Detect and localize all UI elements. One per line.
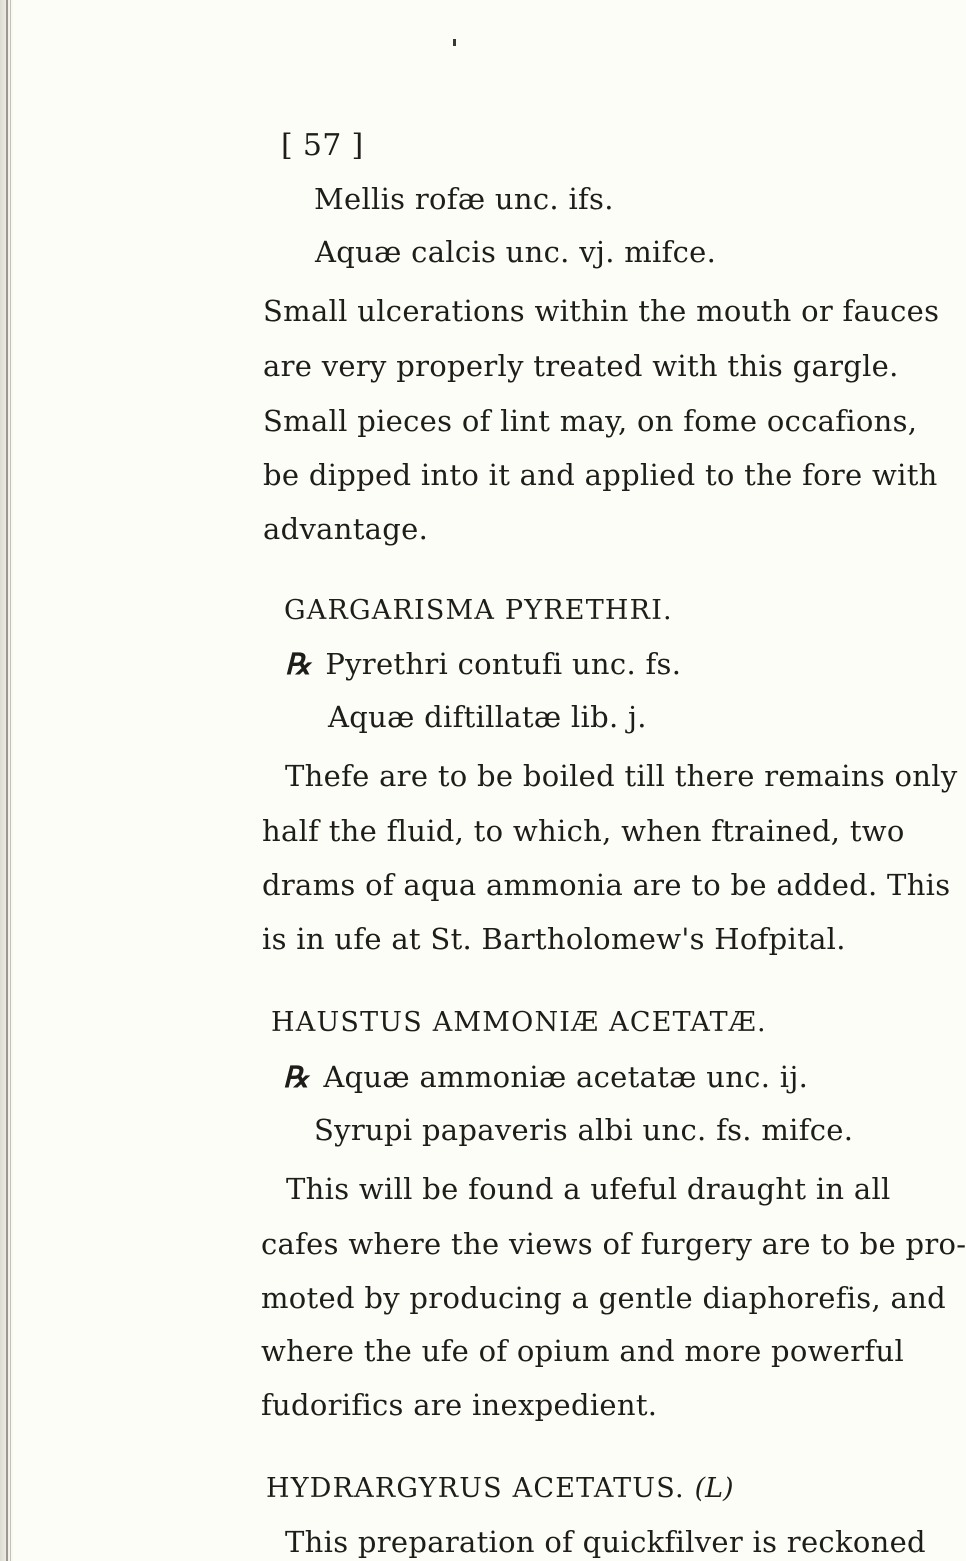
paragraph-line: fudorifics are inexpedient. xyxy=(261,1388,658,1422)
section-heading xyxy=(266,1475,734,1502)
recipe-line: Mellis rofæ unc. ifs. xyxy=(314,182,614,216)
paragraph-line: be dipped into it and applied to the fore with xyxy=(263,458,938,492)
ingredient: Syrupi papaveris albi unc. fs. mifce. xyxy=(314,1113,854,1147)
handwritten-note: (L) xyxy=(694,1473,734,1504)
paragraph-line: This preparation of quickfilver is reckoned xyxy=(285,1525,926,1559)
section-heading: GARGARISMA PYRETHRI. xyxy=(284,595,673,626)
paragraph-line: This will be found a ufeful draught in all xyxy=(286,1172,891,1206)
recipe-line: Aquæ calcis unc. vj. mifce. xyxy=(315,235,717,269)
section-title: HYDRARGYRUS ACETATUS. xyxy=(266,1473,685,1504)
paragraph-line: Small pieces of lint may, on fome occafions, xyxy=(263,404,918,438)
prescription-line xyxy=(285,647,682,681)
recipe-symbol: ℞ xyxy=(285,647,312,681)
paragraph-line: Thefe are to be boiled till there remains only xyxy=(285,759,958,793)
paragraph-line: advantage. xyxy=(263,512,429,546)
paragraph-line: is in ufe at St. Bartholomew's Hofpital. xyxy=(262,922,846,956)
ink-speck xyxy=(453,39,456,46)
binding-line-inner xyxy=(10,0,11,1561)
paragraph-line: cafes where the views of furgery are to be pro- xyxy=(261,1227,966,1261)
recipe-symbol: ℞ xyxy=(283,1060,310,1094)
paragraph-line: moted by producing a gentle diaphorefis, and xyxy=(261,1281,946,1315)
binding-line xyxy=(6,0,8,1561)
ingredient: Aquæ diftillatæ lib. j. xyxy=(328,700,647,734)
page-number: [ 57 ] xyxy=(281,128,364,163)
ingredient: Pyrethri contufi unc. fs. xyxy=(325,647,682,681)
paragraph-line: where the ufe of opium and more powerful xyxy=(261,1334,905,1368)
section-heading: HAUSTUS AMMONIÆ ACETATÆ. xyxy=(271,1007,767,1038)
ingredient: Aquæ ammoniæ acetatæ unc. ij. xyxy=(323,1060,809,1094)
paragraph-line: are very properly treated with this gargle. xyxy=(263,349,899,383)
paragraph-line: half the fluid, to which, when ftrained, two xyxy=(262,814,905,848)
paragraph-line: drams of aqua ammonia are to be added. This xyxy=(262,868,951,902)
prescription-line xyxy=(283,1060,809,1094)
paragraph-line: Small ulcerations within the mouth or fauces xyxy=(263,294,940,328)
